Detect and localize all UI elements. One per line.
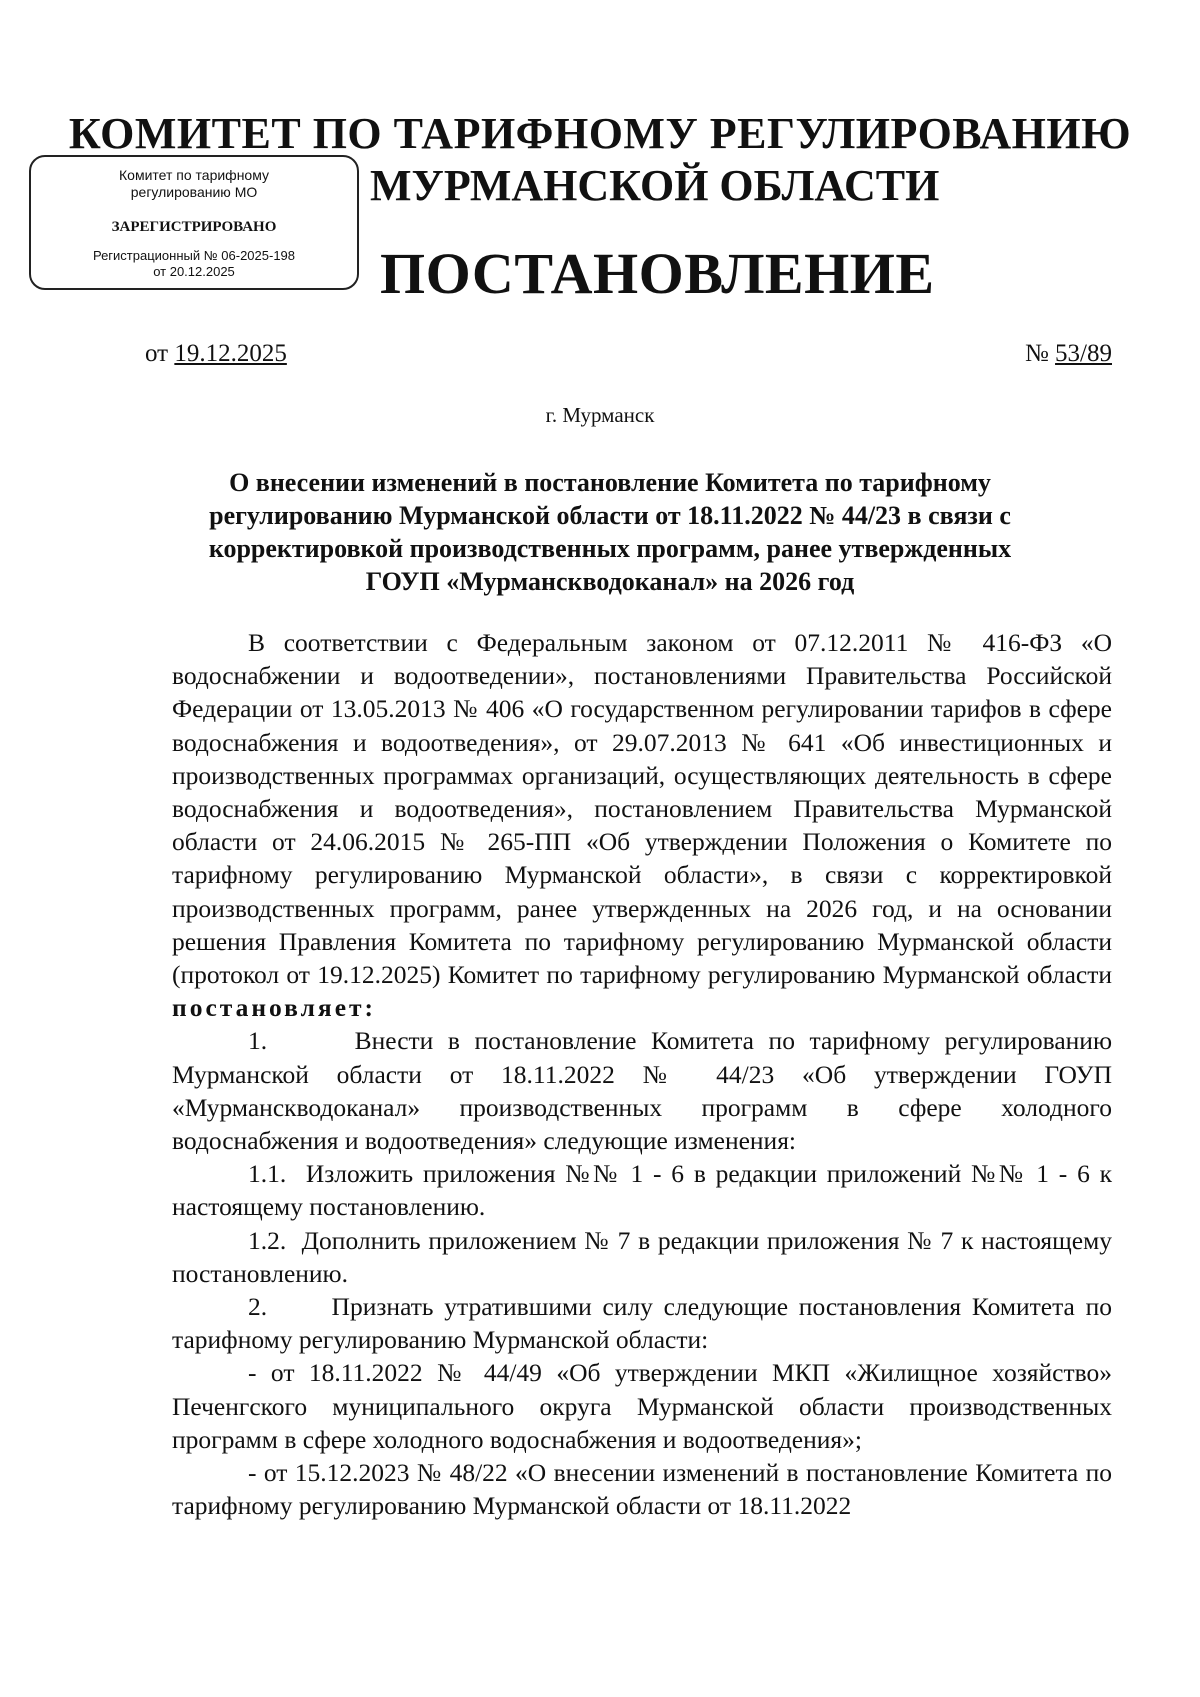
stamp-org-line1: Комитет по тарифному <box>119 167 269 183</box>
document-number <box>1025 340 1112 368</box>
stamp-status: ЗАРЕГИСТРИРОВАНО <box>111 219 277 235</box>
stamp-reg-date: от 20.12.2025 <box>153 264 235 279</box>
subject-line4: ГОУП «Мурманскводоканал» на 2026 год <box>365 567 855 596</box>
date-value: 19.12.2025 <box>174 340 287 367</box>
preamble-paragraph <box>172 626 1112 1024</box>
stamp-registration <box>31 248 357 280</box>
item-1-2: 1.2. Дополнить приложением № 7 в редакции приложения № 7 к настоящему постановлению. <box>172 1225 1112 1288</box>
number-prefix: № <box>1024 340 1049 367</box>
stamp-organization <box>31 167 357 201</box>
committee-name-line2: МУРМАНСКОЙ ОБЛАСТИ <box>370 161 940 210</box>
subject-line1: О внесении изменений в постановление Комитета по тарифному <box>229 468 991 497</box>
committee-name-line1: КОМИТЕТ ПО ТАРИФНОМУ РЕГУЛИРОВАНИЮ <box>68 109 1132 158</box>
stamp-org-line2: регулированию МО <box>130 184 258 200</box>
registration-stamp <box>29 155 359 290</box>
document-type-title: ПОСТАНОВЛЕНИЕ <box>380 241 935 306</box>
preamble-text: В соответствии с Федеральным законом от 07.12.2011 № 416-ФЗ «О водоснабжении и водоотведении», постановлениями Правительства Российской Федерации от 13.05.2013 № 406 «О государственном регулировании тарифов в сфере водоснабжения и водоотведения», от 29.07.2013 № 641 «Об инвестиционных и производственных программах организаций, осуществляющих деятельность в сфере водоснабжения и водоотведения», постановлением Правительства Мурманской области от 24.06.2015 № 265-ПП «Об утверждении Положения о Комитете по тарифному регулированию Мурманской области», в связи с корректировкой производственных программ, ранее утвержденных на 2026 год, и на основании решения Правления Комитета по тарифному регулированию Мурманской области (протокол от 19.12.2025) Комитет по тарифному регулированию Мурманской области <box>172 628 1112 990</box>
subject-line3: корректировкой производственных программ, ранее утвержденных <box>208 534 1012 563</box>
stamp-reg-number: Регистрационный № 06-2025-198 <box>92 248 296 263</box>
date-prefix: от <box>145 340 169 367</box>
document-subject <box>170 466 1050 598</box>
item-1: 1. Внести в постановление Комитета по тарифному регулированию Мурманской области от 18.11.2022 № 44/23 «Об утверждении ГОУП «Мурманскводоканал» производственных программ в сфере холодного водоснабжения и водоотведения» следующие изменения: <box>172 1026 1112 1156</box>
document-date <box>145 340 287 368</box>
document-body <box>172 626 1112 1522</box>
resolves-word: постановляет: <box>172 993 377 1023</box>
city: г. Мурманск <box>545 403 655 427</box>
subject-line2: регулированию Мурманской области от 18.11.2022 № 44/23 в связи с <box>209 501 1011 530</box>
item-2-a: - от 18.11.2022 № 44/49 «Об утверждении МКП «Жилищное хозяйство» Печенгского муниципального округа Мурманской области производственных программ в сфере холодного водоснабжения и водоотведения»; <box>172 1358 1112 1454</box>
item-1-1: 1.1. Изложить приложения №№ 1 - 6 в редакции приложений №№ 1 - 6 к настоящему постановлению. <box>172 1159 1112 1222</box>
item-2: 2. Признать утратившими силу следующие постановления Комитета по тарифному регулированию Мурманской области: <box>172 1292 1112 1355</box>
item-2-b: - от 15.12.2023 № 48/22 «О внесении изменений в постановление Комитета по тарифному регулированию Мурманской области от 18.11.2022 <box>172 1458 1112 1521</box>
number-value: 53/89 <box>1055 340 1112 367</box>
